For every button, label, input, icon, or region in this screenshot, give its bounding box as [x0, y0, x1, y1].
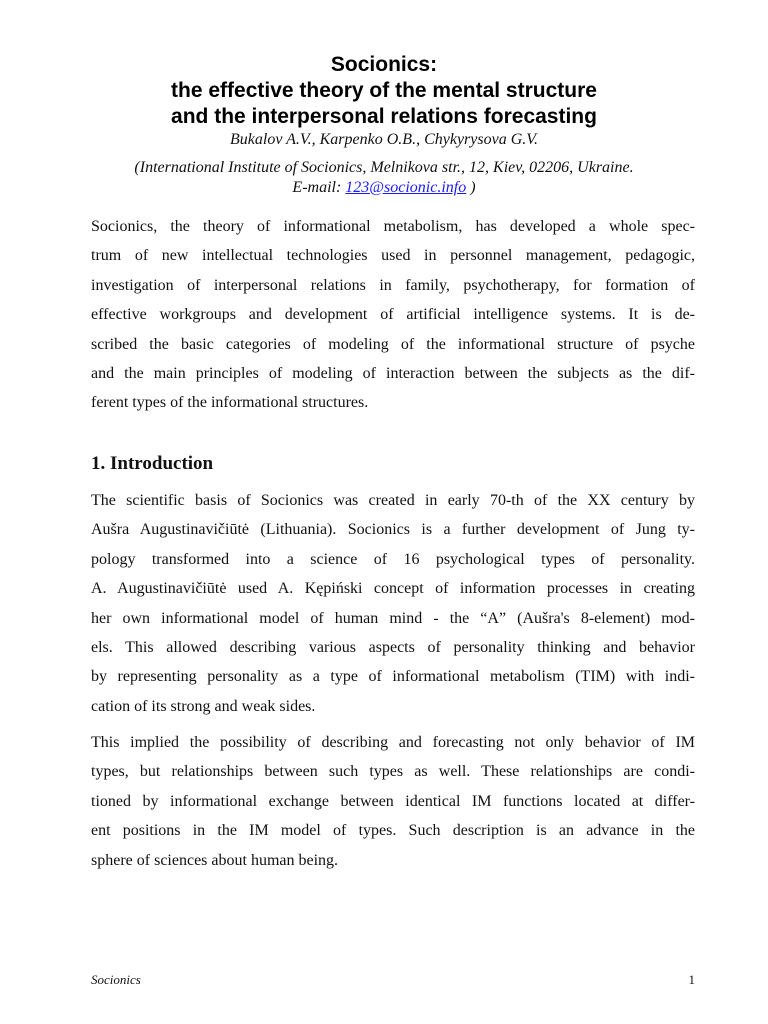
text-line: scribed the basic categories of modeling of the informational structure of psyche [91, 335, 695, 353]
text-line: ent positions in the IM model of types. Such description is an advance in the [91, 822, 695, 840]
intro-paragraph-1 [91, 486, 695, 721]
email-line [60, 178, 708, 198]
text-line: investigation of interpersonal relations in family, psychotherapy, for formation of [91, 276, 695, 294]
section-heading-introduction: 1. Introduction [91, 453, 214, 474]
text-line: her own informational model of human mind - the “A” (Aušra's 8-element) mod- [91, 609, 695, 627]
affiliation [60, 158, 708, 198]
paper-title [60, 52, 708, 130]
affiliation-close: ) [466, 179, 476, 196]
authors-line: Bukalov A.V., Karpenko O.B., Chykyrysova G.V. [230, 131, 538, 148]
intro-paragraph-2 [91, 728, 695, 875]
text-line: by representing personality as a type of informational metabolism (TIM) with indi- [91, 668, 695, 686]
text-line: ferent types of the informational structures. [91, 394, 369, 412]
text-line: The scientific basis of Socionics was created in early 70-th of the XX century by [91, 492, 695, 509]
email-link[interactable]: 123@socionic.info [345, 179, 467, 196]
text-line: Aušra Augustinavičiūtė (Lithuania). Socionics is a further development of Jung ty- [91, 521, 695, 539]
text-line: effective workgroups and development of artificial intelligence systems. It is de- [91, 306, 695, 324]
title-line-3: and the interpersonal relations forecasting [171, 105, 597, 128]
text-line: A. Augustinavičiūtė used A. Kępiński concept of information processes in creating [91, 580, 695, 598]
text-line: els. This allowed describing various aspects of personality thinking and behavior [91, 638, 695, 656]
page-number: 1 [688, 972, 695, 987]
abstract-paragraph [91, 212, 695, 418]
running-footer-title: Socionics [91, 972, 141, 987]
text-line: tioned by informational exchange between identical IM functions located at differ- [91, 792, 695, 810]
text-line: This implied the possibility of describing and forecasting not only behavior of IM [91, 734, 695, 751]
email-label: E-mail: [292, 179, 346, 196]
text-line: cation of its strong and weak sides. [91, 697, 316, 715]
text-line: sphere of sciences about human being. [91, 851, 339, 869]
title-line-2: the effective theory of the mental structure [171, 79, 597, 102]
text-line: pology transformed into a science of 16 psychological types of personality. [91, 550, 695, 568]
text-line: types, but relationships between such types as well. These relationships are condi- [91, 763, 695, 781]
text-line: trum of new intellectual technologies used in personnel management, pedagogic, [91, 247, 695, 265]
affiliation-line: (International Institute of Socionics, Melnikova str., 12, Kiev, 02206, Ukraine. [134, 159, 634, 176]
text-line: and the main principles of modeling of interaction between the subjects as the dif- [91, 364, 695, 382]
text-line: Socionics, the theory of informational metabolism, has developed a whole spec- [91, 218, 695, 235]
title-line-1: Socionics: [330, 53, 438, 76]
